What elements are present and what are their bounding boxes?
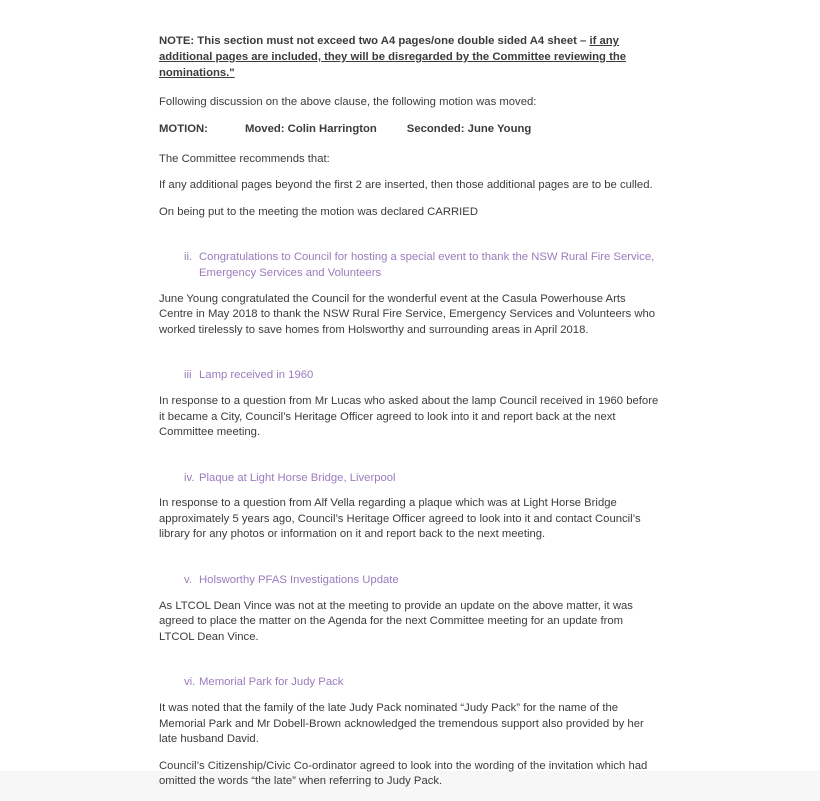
intro-paragraph: Following discussion on the above clause, the following motion was moved: [159,96,537,109]
motion-label: MOTION: [159,122,208,135]
agenda-item-vi-paragraph-2: Council’s Citizenship/Civic Co-ordinator agreed to look into the wording of the invitation which had omitted the words “the late” when referring to Judy Pack. [159,759,648,788]
agenda-item-ii-paragraph-1: June Young congratulated the Council for the wonderful event at the Casula Powerhouse Arts Centre in May 2018 to thank the NSW Rural Fire Service, Emergency Services and Volunteers who worked tirelessly to save homes from Holsworthy and surrounding areas in April 2018. [159,292,656,336]
agenda-item-ii-heading: Congratulations to Council for hosting a special event to thank the NSW Rural Fire Service, Emergency Services and Volunteers [199,251,655,279]
carried-paragraph: On being put to the meeting the motion was declared CARRIED [159,205,478,218]
agenda-item-iii-heading: Lamp received in 1960 [199,369,314,382]
note-underlined-text: if any additional pages are included, they will be disregarded by the Committee reviewing the nominations." [159,35,627,79]
agenda-item-vi-number: vi. [184,676,196,689]
agenda-item-v-paragraph-1: As LTCOL Dean Vince was not at the meeting to provide an update on the above matter, it was agreed to place the matter on the Agenda for the next Committee meeting for an update from LTCOL Dean Vince. [159,599,633,643]
note-paragraph [159,34,659,81]
agenda-item-iv-number: iv. [184,471,195,484]
agenda-item-iii-number: iii [184,369,192,382]
agenda-item-iv [159,471,659,487]
motion-moved: Moved: Colin Harrington [245,122,377,135]
motion-line [159,122,659,138]
motion-seconded: Seconded: June Young [406,122,532,135]
agenda-item-ii [159,250,659,281]
recommends-paragraph: The Committee recommends that: [159,152,330,165]
recommendation-text: If any additional pages beyond the first 2 are inserted, then those additional pages are to be culled. [159,179,653,192]
agenda-item-v-number: v. [184,574,192,587]
agenda-item-iii-paragraph-1: In response to a question from Mr Lucas who asked about the lamp Council received in 1960 before it became a City, Council’s Heritage Officer agreed to look into it and report back at the next Committee meeting. [159,394,659,439]
agenda-item-ii-number: ii. [184,251,193,264]
agenda-item-iii [159,368,659,384]
note-plain-text: This section must not exceed two A4 pages/one double sided A4 sheet – [194,35,590,47]
agenda-item-vi-heading: Memorial Park for Judy Pack [199,676,344,689]
document-body [159,34,659,801]
agenda-item-iv-heading: Plaque at Light Horse Bridge, Liverpool [199,471,396,484]
agenda-item-v-heading: Holsworthy PFAS Investigations Update [199,574,399,587]
note-label: NOTE: [159,35,195,47]
agenda-item-vi [159,675,659,691]
agenda-item-vi-paragraph-1: It was noted that the family of the late Judy Pack nominated “Judy Pack” for the name of the Memorial Park and Mr Dobell-Brown acknowledged the tremendous support also provided by her late husband David. [159,702,644,746]
agenda-item-v [159,573,659,589]
agenda-item-iv-paragraph-1: In response to a question from Alf Vella regarding a plaque which was at Light Horse Bridge approximately 5 years ago, Council’s Heritage Officer agreed to look into it and contact Council’s library for any photos or information on it and report back to the next meeting. [159,497,641,541]
